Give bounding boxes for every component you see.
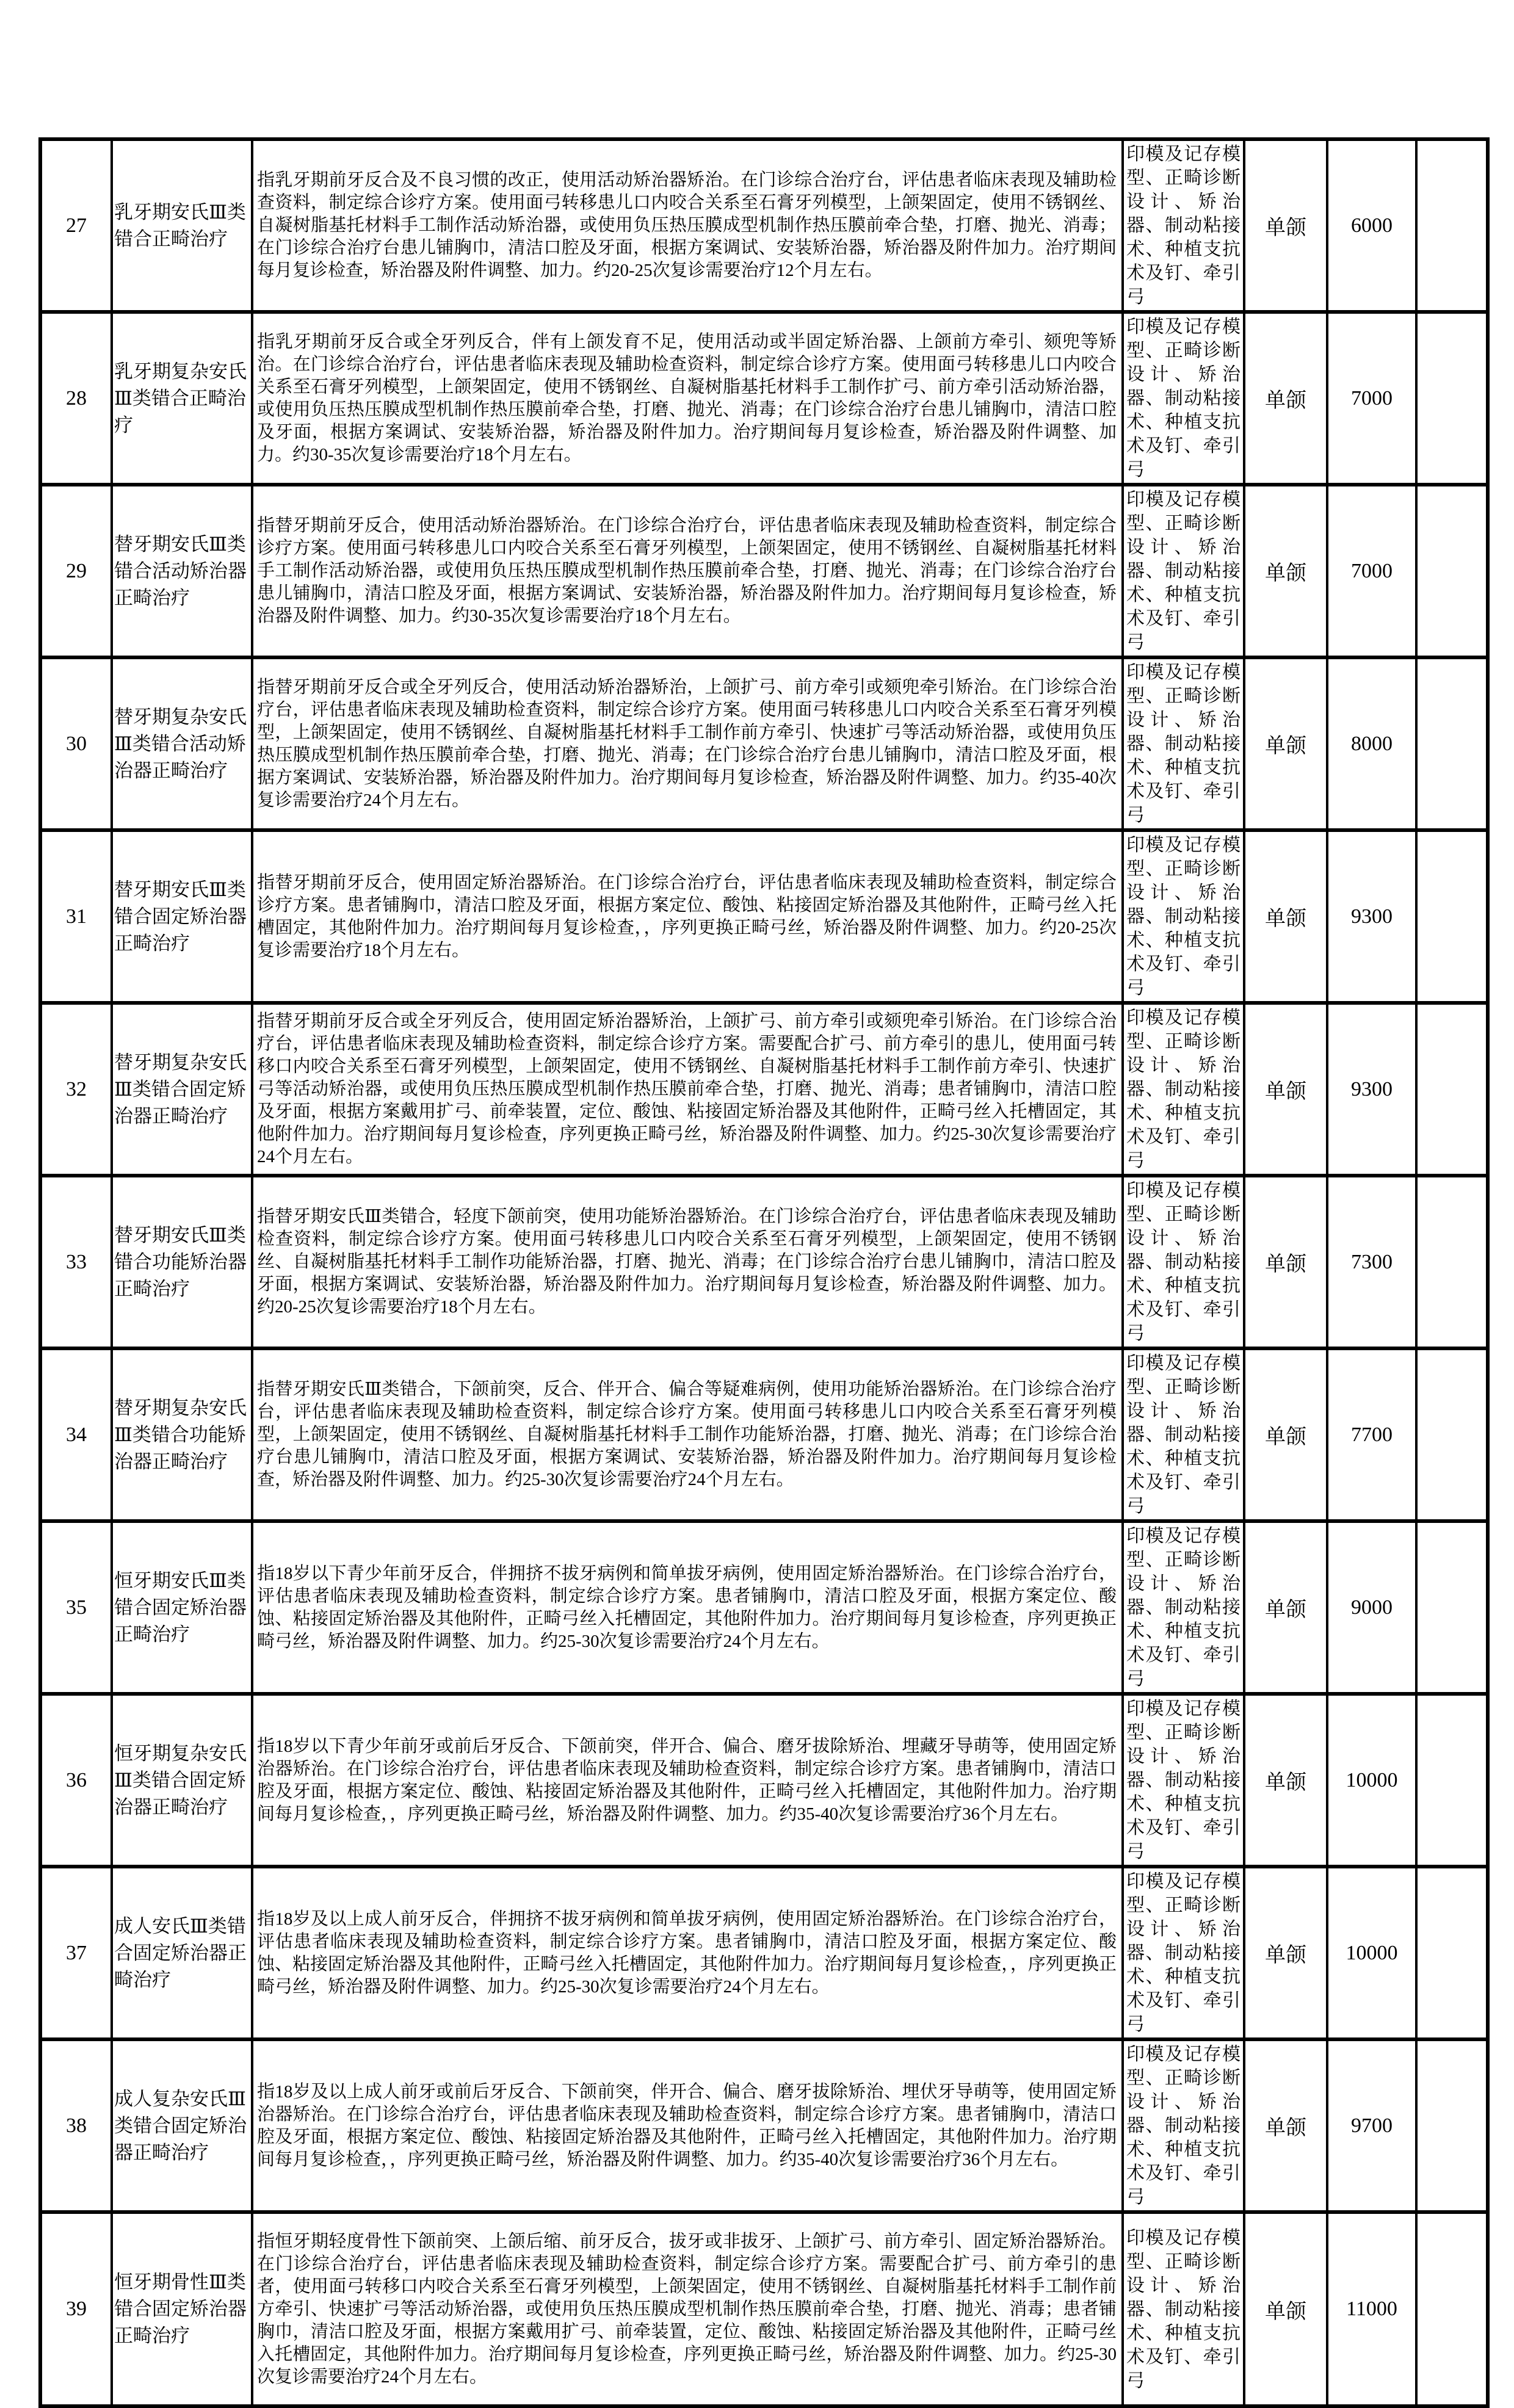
empty-cell xyxy=(1416,1867,1488,2039)
price-cell: 7300 xyxy=(1327,1176,1416,1348)
unit-cell: 单颌 xyxy=(1244,1867,1327,2039)
item-includes-cell: 印模及记存模型、正畸诊断设计、矫治器、制动粘接术、种植支抗术及钉、牵引弓 xyxy=(1123,1003,1244,1176)
row-number-cell: 36 xyxy=(40,1694,112,1867)
empty-cell xyxy=(1416,312,1488,485)
item-includes-cell: 印模及记存模型、正畸诊断设计、矫治器、制动粘接术、种植支抗术及钉、牵引弓 xyxy=(1123,1694,1244,1867)
price-cell: 6000 xyxy=(1327,139,1416,312)
price-cell: 9300 xyxy=(1327,830,1416,1003)
table-row xyxy=(40,1694,1488,1867)
price-cell: 7000 xyxy=(1327,485,1416,657)
item-includes-cell: 印模及记存模型、正畸诊断设计、矫治器、制动粘接术、种植支抗术及钉、牵引弓 xyxy=(1123,657,1244,830)
item-name-cell: 替牙期复杂安氏Ⅲ类错合固定矫治器正畸治疗 xyxy=(112,1003,252,1176)
table-row xyxy=(40,485,1488,657)
table-row xyxy=(40,2039,1488,2212)
row-number-cell: 29 xyxy=(40,485,112,657)
item-name-cell: 替牙期安氏Ⅲ类错合固定矫治器正畸治疗 xyxy=(112,830,252,1003)
row-number-cell: 39 xyxy=(40,2212,112,2406)
empty-cell xyxy=(1416,657,1488,830)
row-number-cell: 33 xyxy=(40,1176,112,1348)
item-name-cell: 恒牙期安氏Ⅲ类错合固定矫治器正畸治疗 xyxy=(112,1521,252,1694)
unit-cell: 单颌 xyxy=(1244,1348,1327,1521)
table-row xyxy=(40,1348,1488,1521)
unit-cell: 单颌 xyxy=(1244,1003,1327,1176)
empty-cell xyxy=(1416,830,1488,1003)
item-description-cell: 指18岁及以上成人前牙或前后牙反合、下颌前突，伴开合、偏合、磨牙拔除矫治、埋伏牙导萌等，使用固定矫治器矫治。在门诊综合治疗台，评估患者临床表现及辅助检查资料，制定综合诊疗方案。患者铺胸巾，清洁口腔及牙面，根据方案定位、酸蚀、粘接固定矫治器及其他附件，正畸弓丝入托槽固定，其他附件加力。治疗期间每月复诊检查，，序列更换正畸弓丝，矫治器及附件调整、加力。约35-40次复诊需要治疗36个月左右。 xyxy=(252,2039,1123,2212)
item-includes-cell: 印模及记存模型、正畸诊断设计、矫治器、制动粘接术、种植支抗术及钉、牵引弓 xyxy=(1123,2212,1244,2406)
row-number-cell: 27 xyxy=(40,139,112,312)
price-cell: 10000 xyxy=(1327,1867,1416,2039)
empty-cell xyxy=(1416,1176,1488,1348)
item-name-cell: 替牙期复杂安氏Ⅲ类错合活动矫治器正畸治疗 xyxy=(112,657,252,830)
item-includes-cell: 印模及记存模型、正畸诊断设计、矫治器、制动粘接术、种植支抗术及钉、牵引弓 xyxy=(1123,312,1244,485)
empty-cell xyxy=(1416,1003,1488,1176)
price-cell: 9300 xyxy=(1327,1003,1416,1176)
unit-cell: 单颌 xyxy=(1244,657,1327,830)
unit-cell: 单颌 xyxy=(1244,139,1327,312)
unit-cell: 单颌 xyxy=(1244,2039,1327,2212)
unit-cell: 单颌 xyxy=(1244,1694,1327,1867)
item-includes-cell: 印模及记存模型、正畸诊断设计、矫治器、制动粘接术、种植支抗术及钉、牵引弓 xyxy=(1123,485,1244,657)
table-body xyxy=(40,139,1488,2406)
item-name-cell: 替牙期安氏Ⅲ类错合活动矫治器正畸治疗 xyxy=(112,485,252,657)
unit-cell: 单颌 xyxy=(1244,1176,1327,1348)
item-includes-cell: 印模及记存模型、正畸诊断设计、矫治器、制动粘接术、种植支抗术及钉、牵引弓 xyxy=(1123,830,1244,1003)
table-row xyxy=(40,139,1488,312)
price-cell: 9000 xyxy=(1327,1521,1416,1694)
fee-schedule-table xyxy=(38,137,1490,2408)
item-includes-cell: 印模及记存模型、正畸诊断设计、矫治器、制动粘接术、种植支抗术及钉、牵引弓 xyxy=(1123,1867,1244,2039)
item-includes-cell: 印模及记存模型、正畸诊断设计、矫治器、制动粘接术、种植支抗术及钉、牵引弓 xyxy=(1123,139,1244,312)
price-cell: 7000 xyxy=(1327,312,1416,485)
unit-cell: 单颌 xyxy=(1244,2212,1327,2406)
table-row xyxy=(40,1176,1488,1348)
item-description-cell: 指恒牙期轻度骨性下颌前突、上颌后缩、前牙反合，拔牙或非拔牙、上颌扩弓、前方牵引、固定矫治器矫治。在门诊综合治疗台，评估患者临床表现及辅助检查资料，制定综合诊疗方案。需要配合扩弓、前方牵引的患者，使用面弓转移口内咬合关系至石膏牙列模型，上颌架固定，使用不锈钢丝、自凝树脂基托材料手工制作前方牵引、快速扩弓等活动矫治器，或使用负压热压膜成型机制作热压膜前牵合垫，打磨、抛光、消毒；患者铺胸巾，清洁口腔及牙面，根据方案戴用扩弓、前牵装置，定位、酸蚀、粘接固定矫治器及其他附件，正畸弓丝入托槽固定，其他附件加力。治疗期间每月复诊检查，序列更换正畸弓丝，矫治器及附件调整、加力。约25-30次复诊需要治疗24个月左右。 xyxy=(252,2212,1123,2406)
item-name-cell: 乳牙期安氏Ⅲ类错合正畸治疗 xyxy=(112,139,252,312)
row-number-cell: 34 xyxy=(40,1348,112,1521)
item-description-cell: 指18岁以下青少年前牙反合，伴拥挤不拔牙病例和简单拔牙病例，使用固定矫治器矫治。在门诊综合治疗台，评估患者临床表现及辅助检查资料，制定综合诊疗方案。患者铺胸巾，清洁口腔及牙面，根据方案定位、酸蚀、粘接固定矫治器及其他附件，正畸弓丝入托槽固定，其他附件加力。治疗期间每月复诊检查，序列更换正畸弓丝，矫治器及附件调整、加力。约25-30次复诊需要治疗24个月左右。 xyxy=(252,1521,1123,1694)
row-number-cell: 38 xyxy=(40,2039,112,2212)
row-number-cell: 35 xyxy=(40,1521,112,1694)
item-name-cell: 恒牙期骨性Ⅲ类错合固定矫治器正畸治疗 xyxy=(112,2212,252,2406)
empty-cell xyxy=(1416,2039,1488,2212)
item-description-cell: 指替牙期前牙反合，使用固定矫治器矫治。在门诊综合治疗台，评估患者临床表现及辅助检查资料，制定综合诊疗方案。患者铺胸巾，清洁口腔及牙面，根据方案定位、酸蚀、粘接固定矫治器及其他附件，正畸弓丝入托槽固定，其他附件加力。治疗期间每月复诊检查，，序列更换正畸弓丝，矫治器及附件调整、加力。约20-25次复诊需要治疗18个月左右。 xyxy=(252,830,1123,1003)
empty-cell xyxy=(1416,1521,1488,1694)
item-includes-cell: 印模及记存模型、正畸诊断设计、矫治器、制动粘接术、种植支抗术及钉、牵引弓 xyxy=(1123,1348,1244,1521)
table-row xyxy=(40,830,1488,1003)
row-number-cell: 28 xyxy=(40,312,112,485)
empty-cell xyxy=(1416,1348,1488,1521)
table-row xyxy=(40,1867,1488,2039)
table-row xyxy=(40,657,1488,830)
item-description-cell: 指乳牙期前牙反合及不良习惯的改正，使用活动矫治器矫治。在门诊综合治疗台，评估患者临床表现及辅助检查资料，制定综合诊疗方案。使用面弓转移患儿口内咬合关系至石膏牙列模型，上颌架固定，使用不锈钢丝、自凝树脂基托材料手工制作活动矫治器，或使用负压热压膜成型机制作热压膜前牵合垫，打磨、抛光、消毒；在门诊综合治疗台患儿铺胸巾，清洁口腔及牙面，根据方案调试、安装矫治器，矫治器及附件加力。治疗期间每月复诊检查，矫治器及附件调整、加力。约20-25次复诊需要治疗12个月左右。 xyxy=(252,139,1123,312)
table-row xyxy=(40,1003,1488,1176)
item-description-cell: 指替牙期前牙反合或全牙列反合，使用固定矫治器矫治，上颌扩弓、前方牵引或颏兜牵引矫治。在门诊综合治疗台，评估患者临床表现及辅助检查资料，制定综合诊疗方案。需要配合扩弓、前方牵引的患儿，使用面弓转移口内咬合关系至石膏牙列模型，上颌架固定，使用不锈钢丝、自凝树脂基托材料手工制作前方牵引、快速扩弓等活动矫治器，或使用负压热压膜成型机制作热压膜前牵合垫，打磨、抛光、消毒；患者铺胸巾，清洁口腔及牙面，根据方案戴用扩弓、前牵装置，定位、酸蚀、粘接固定矫治器及其他附件，正畸弓丝入托槽固定，其他附件加力。治疗期间每月复诊检查，序列更换正畸弓丝，矫治器及附件调整、加力。约25-30次复诊需要治疗24个月左右。 xyxy=(252,1003,1123,1176)
item-includes-cell: 印模及记存模型、正畸诊断设计、矫治器、制动粘接术、种植支抗术及钉、牵引弓 xyxy=(1123,1176,1244,1348)
table-row xyxy=(40,1521,1488,1694)
item-name-cell: 成人安氏Ⅲ类错合固定矫治器正畸治疗 xyxy=(112,1867,252,2039)
item-description-cell: 指替牙期安氏Ⅲ类错合，下颌前突，反合、伴开合、偏合等疑难病例，使用功能矫治器矫治。在门诊综合治疗台，评估患者临床表现及辅助检查资料，制定综合诊疗方案。使用面弓转移患儿口内咬合关系至石膏牙列模型，上颌架固定，使用不锈钢丝、自凝树脂基托材料手工制作功能矫治器，打磨、抛光、消毒；在门诊综合治疗台患儿铺胸巾，清洁口腔及牙面，根据方案调试、安装矫治器，矫治器及附件加力。治疗期间每月复诊检查，矫治器及附件调整、加力。约25-30次复诊需要治疗24个月左右。 xyxy=(252,1348,1123,1521)
price-cell: 7700 xyxy=(1327,1348,1416,1521)
table-row xyxy=(40,312,1488,485)
item-name-cell: 恒牙期复杂安氏Ⅲ类错合固定矫治器正畸治疗 xyxy=(112,1694,252,1867)
row-number-cell: 32 xyxy=(40,1003,112,1176)
empty-cell xyxy=(1416,1694,1488,1867)
unit-cell: 单颌 xyxy=(1244,485,1327,657)
item-includes-cell: 印模及记存模型、正畸诊断设计、矫治器、制动粘接术、种植支抗术及钉、牵引弓 xyxy=(1123,2039,1244,2212)
item-name-cell: 替牙期安氏Ⅲ类错合功能矫治器正畸治疗 xyxy=(112,1176,252,1348)
item-name-cell: 成人复杂安氏Ⅲ类错合固定矫治器正畸治疗 xyxy=(112,2039,252,2212)
item-includes-cell: 印模及记存模型、正畸诊断设计、矫治器、制动粘接术、种植支抗术及钉、牵引弓 xyxy=(1123,1521,1244,1694)
item-description-cell: 指18岁及以上成人前牙反合，伴拥挤不拔牙病例和简单拔牙病例，使用固定矫治器矫治。在门诊综合治疗台，评估患者临床表现及辅助检查资料，制定综合诊疗方案。患者铺胸巾，清洁口腔及牙面，根据方案定位、酸蚀、粘接固定矫治器及其他附件，正畸弓丝入托槽固定，其他附件加力。治疗期间每月复诊检查，，序列更换正畸弓丝，矫治器及附件调整、加力。约25-30次复诊需要治疗24个月左右。 xyxy=(252,1867,1123,2039)
item-description-cell: 指替牙期安氏Ⅲ类错合，轻度下颌前突，使用功能矫治器矫治。在门诊综合治疗台，评估患者临床表现及辅助检查资料，制定综合诊疗方案。使用面弓转移患儿口内咬合关系至石膏牙列模型，上颌架固定，使用不锈钢丝、自凝树脂基托材料手工制作功能矫治器，打磨、抛光、消毒；在门诊综合治疗台患儿铺胸巾，清洁口腔及牙面，根据方案调试、安装矫治器，矫治器及附件加力。治疗期间每月复诊检查，矫治器及附件调整、加力。约20-25次复诊需要治疗18个月左右。 xyxy=(252,1176,1123,1348)
empty-cell xyxy=(1416,139,1488,312)
price-cell: 11000 xyxy=(1327,2212,1416,2406)
unit-cell: 单颌 xyxy=(1244,830,1327,1003)
item-description-cell: 指18岁以下青少年前牙或前后牙反合、下颌前突，伴开合、偏合、磨牙拔除矫治、埋藏牙导萌等，使用固定矫治器矫治。在门诊综合治疗台，评估患者临床表现及辅助检查资料，制定综合诊疗方案。患者铺胸巾，清洁口腔及牙面，根据方案定位、酸蚀、粘接固定矫治器及其他附件，正畸弓丝入托槽固定，其他附件加力。治疗期间每月复诊检查，，序列更换正畸弓丝，矫治器及附件调整、加力。约35-40次复诊需要治疗36个月左右。 xyxy=(252,1694,1123,1867)
price-cell: 8000 xyxy=(1327,657,1416,830)
item-description-cell: 指替牙期前牙反合，使用活动矫治器矫治。在门诊综合治疗台，评估患者临床表现及辅助检查资料，制定综合诊疗方案。使用面弓转移患儿口内咬合关系至石膏牙列模型，上颌架固定，使用不锈钢丝、自凝树脂基托材料手工制作活动矫治器，或使用负压热压膜成型机制作热压膜前牵合垫，打磨、抛光、消毒；在门诊综合治疗台患儿铺胸巾，清洁口腔及牙面，根据方案调试、安装矫治器，矫治器及附件加力。治疗期间每月复诊检查，矫治器及附件调整、加力。约30-35次复诊需要治疗18个月左右。 xyxy=(252,485,1123,657)
item-name-cell: 乳牙期复杂安氏Ⅲ类错合正畸治疗 xyxy=(112,312,252,485)
item-name-cell: 替牙期复杂安氏Ⅲ类错合功能矫治器正畸治疗 xyxy=(112,1348,252,1521)
empty-cell xyxy=(1416,485,1488,657)
row-number-cell: 31 xyxy=(40,830,112,1003)
item-description-cell: 指替牙期前牙反合或全牙列反合，使用活动矫治器矫治，上颌扩弓、前方牵引或颏兜牵引矫治。在门诊综合治疗台，评估患者临床表现及辅助检查资料，制定综合诊疗方案。使用面弓转移患儿口内咬合关系至石膏牙列模型，上颌架固定，使用不锈钢丝、自凝树脂基托材料手工制作前方牵引、快速扩弓等活动矫治器，或使用负压热压膜成型机制作热压膜前牵合垫，打磨、抛光、消毒；在门诊综合治疗台患儿铺胸巾，清洁口腔及牙面，根据方案调试、安装矫治器，矫治器及附件加力。治疗期间每月复诊检查，矫治器及附件调整、加力。约35-40次复诊需要治疗24个月左右。 xyxy=(252,657,1123,830)
empty-cell xyxy=(1416,2212,1488,2406)
price-cell: 10000 xyxy=(1327,1694,1416,1867)
row-number-cell: 30 xyxy=(40,657,112,830)
row-number-cell: 37 xyxy=(40,1867,112,2039)
price-cell: 9700 xyxy=(1327,2039,1416,2212)
item-description-cell: 指乳牙期前牙反合或全牙列反合，伴有上颌发育不足，使用活动或半固定矫治器、上颌前方牵引、颏兜等矫治。在门诊综合治疗台，评估患者临床表现及辅助检查资料，制定综合诊疗方案。使用面弓转移患儿口内咬合关系至石膏牙列模型，上颌架固定，使用不锈钢丝、自凝树脂基托材料手工制作扩弓、前方牵引活动矫治器，或使用负压热压膜成型机制作热压膜前牵合垫，打磨、抛光、消毒；在门诊综合治疗台患儿铺胸巾，清洁口腔及牙面，根据方案调试、安装矫治器，矫治器及附件加力。治疗期间每月复诊检查，矫治器及附件调整、加力。约30-35次复诊需要治疗18个月左右。 xyxy=(252,312,1123,485)
unit-cell: 单颌 xyxy=(1244,312,1327,485)
unit-cell: 单颌 xyxy=(1244,1521,1327,1694)
table-row xyxy=(40,2212,1488,2406)
